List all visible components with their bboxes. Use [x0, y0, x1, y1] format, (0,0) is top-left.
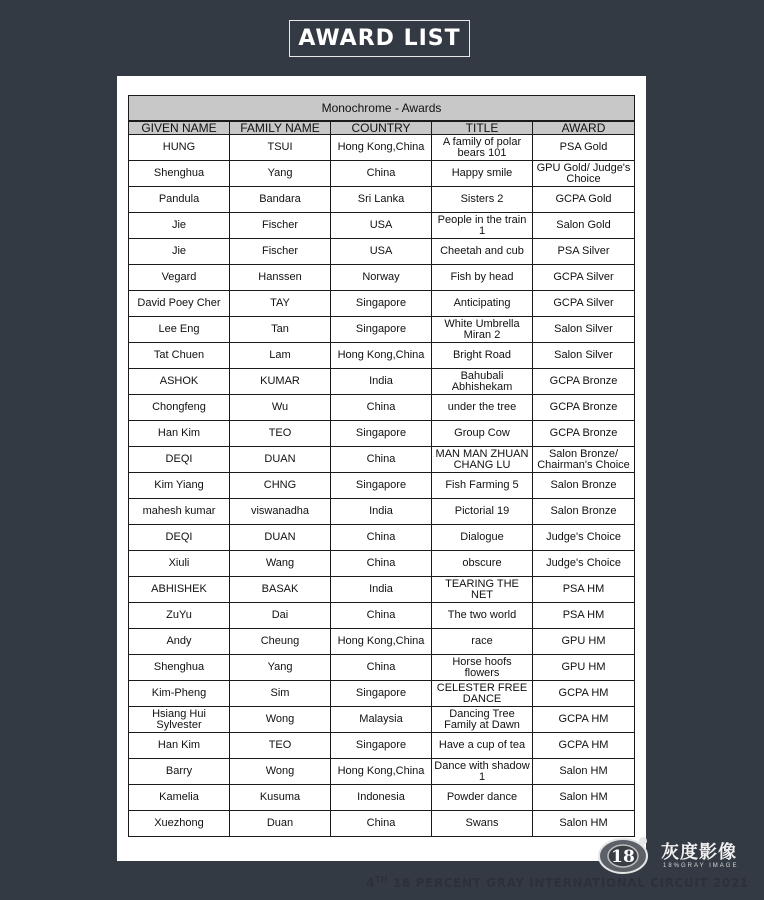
cell-award: Salon HM — [533, 811, 635, 837]
cell-title: Bright Road — [432, 343, 533, 369]
cell-award: Salon Bronze/ Chairman's Choice — [533, 447, 635, 473]
cell-country: Indonesia — [331, 785, 432, 811]
cell-family-name: Kusuma — [230, 785, 331, 811]
table-row — [129, 291, 635, 317]
cell-title: CELESTER FREE DANCE — [432, 681, 533, 707]
cell-title: MAN MAN ZHUAN CHANG LU — [432, 447, 533, 473]
cell-country: India — [331, 499, 432, 525]
cell-title: Swans — [432, 811, 533, 837]
cell-given-name: Lee Eng — [129, 317, 230, 343]
cell-given-name: Xuezhong — [129, 811, 230, 837]
award-table — [128, 95, 635, 837]
table-row — [129, 681, 635, 707]
cell-family-name: CHNG — [230, 473, 331, 499]
footer-number: 4 — [366, 876, 375, 890]
column-header-award: AWARD — [533, 121, 635, 135]
cell-award: GPU Gold/ Judge's Choice — [533, 161, 635, 187]
column-header-country: COUNTRY — [331, 121, 432, 135]
cell-country: Norway — [331, 265, 432, 291]
cell-country: China — [331, 811, 432, 837]
cell-award: GPU HM — [533, 629, 635, 655]
table-row — [129, 447, 635, 473]
cell-country: Singapore — [331, 681, 432, 707]
cell-title: The two world — [432, 603, 533, 629]
table-row — [129, 499, 635, 525]
cell-award: GCPA HM — [533, 733, 635, 759]
award-sheet — [117, 76, 646, 861]
cell-award: PSA Gold — [533, 135, 635, 161]
table-row — [129, 811, 635, 837]
cell-given-name: DEQI — [129, 525, 230, 551]
cell-award: GCPA HM — [533, 707, 635, 733]
cell-family-name: Wong — [230, 759, 331, 785]
table-row — [129, 707, 635, 733]
column-header-given-name: GIVEN NAME — [129, 121, 230, 135]
table-row — [129, 785, 635, 811]
table-row — [129, 213, 635, 239]
cell-family-name: Wu — [230, 395, 331, 421]
cell-family-name: Yang — [230, 655, 331, 681]
cell-family-name: TAY — [230, 291, 331, 317]
cell-family-name: Dai — [230, 603, 331, 629]
cell-given-name: Pandula — [129, 187, 230, 213]
cell-given-name: Andy — [129, 629, 230, 655]
circuit-footer — [366, 875, 749, 890]
camera-lens-logo-icon — [597, 832, 655, 876]
footer-superscript: TH — [374, 875, 389, 884]
table-caption: Monochrome - Awards — [129, 96, 635, 122]
logo-mark-text: 18 — [611, 847, 635, 867]
table-row — [129, 369, 635, 395]
cell-country: Singapore — [331, 733, 432, 759]
cell-family-name: Fischer — [230, 239, 331, 265]
cell-given-name: Han Kim — [129, 733, 230, 759]
cell-country: Sri Lanka — [331, 187, 432, 213]
cell-family-name: Yang — [230, 161, 331, 187]
cell-title: obscure — [432, 551, 533, 577]
cell-country: USA — [331, 239, 432, 265]
table-row — [129, 629, 635, 655]
table-row — [129, 343, 635, 369]
cell-given-name: Kamelia — [129, 785, 230, 811]
cell-family-name: Wong — [230, 707, 331, 733]
cell-title: Bahubali Abhishekam — [432, 369, 533, 395]
cell-title: Group Cow — [432, 421, 533, 447]
cell-country: USA — [331, 213, 432, 239]
cell-award: Salon Silver — [533, 317, 635, 343]
cell-award: Salon Silver — [533, 343, 635, 369]
cell-award: GCPA Bronze — [533, 369, 635, 395]
cell-given-name: David Poey Cher — [129, 291, 230, 317]
cell-title: Horse hoofs flowers — [432, 655, 533, 681]
cell-title: under the tree — [432, 395, 533, 421]
table-row — [129, 551, 635, 577]
cell-family-name: Sim — [230, 681, 331, 707]
cell-country: Hong Kong,China — [331, 343, 432, 369]
cell-title: Pictorial 19 — [432, 499, 533, 525]
cell-given-name: Chongfeng — [129, 395, 230, 421]
table-row — [129, 473, 635, 499]
cell-award: GCPA Bronze — [533, 395, 635, 421]
cell-country: China — [331, 395, 432, 421]
table-header-row — [129, 121, 635, 135]
cell-country: China — [331, 161, 432, 187]
cell-country: Singapore — [331, 421, 432, 447]
cell-given-name: ABHISHEK — [129, 577, 230, 603]
cell-family-name: DUAN — [230, 525, 331, 551]
logo-english-name: 18%GRAY IMAGE — [663, 863, 739, 869]
cell-award: Judge's Choice — [533, 551, 635, 577]
cell-title: Dancing Tree Family at Dawn — [432, 707, 533, 733]
brand-logo — [597, 832, 747, 876]
cell-country: China — [331, 603, 432, 629]
cell-given-name: Kim Yiang — [129, 473, 230, 499]
table-row — [129, 655, 635, 681]
footer-rest: 18 PERCENT GRAY INTERNATIONAL CIRCUIT 2021 — [388, 876, 749, 890]
cell-award: PSA Silver — [533, 239, 635, 265]
cell-country: Malaysia — [331, 707, 432, 733]
cell-title: TEARING THE NET — [432, 577, 533, 603]
table-row — [129, 317, 635, 343]
cell-family-name: Tan — [230, 317, 331, 343]
cell-family-name: viswanadha — [230, 499, 331, 525]
table-row — [129, 135, 635, 161]
cell-country: Singapore — [331, 473, 432, 499]
cell-title: Anticipating — [432, 291, 533, 317]
table-row — [129, 759, 635, 785]
cell-family-name: Lam — [230, 343, 331, 369]
cell-title: Dance with shadow 1 — [432, 759, 533, 785]
cell-title: White Umbrella Miran 2 — [432, 317, 533, 343]
cell-family-name: DUAN — [230, 447, 331, 473]
cell-country: China — [331, 655, 432, 681]
cell-family-name: KUMAR — [230, 369, 331, 395]
cell-family-name: BASAK — [230, 577, 331, 603]
cell-award: GCPA Silver — [533, 265, 635, 291]
column-header-family-name: FAMILY NAME — [230, 121, 331, 135]
table-row — [129, 395, 635, 421]
cell-award: Salon HM — [533, 759, 635, 785]
cell-given-name: Jie — [129, 213, 230, 239]
cell-country: Hong Kong,China — [331, 759, 432, 785]
cell-country: China — [331, 525, 432, 551]
page-title: AWARD LIST — [289, 20, 470, 57]
cell-title: race — [432, 629, 533, 655]
cell-country: India — [331, 369, 432, 395]
cell-award: GPU HM — [533, 655, 635, 681]
cell-family-name: TEO — [230, 733, 331, 759]
cell-award: Salon HM — [533, 785, 635, 811]
cell-award: PSA HM — [533, 577, 635, 603]
cell-award: Salon Gold — [533, 213, 635, 239]
cell-award: GCPA Gold — [533, 187, 635, 213]
cell-award: Salon Bronze — [533, 473, 635, 499]
cell-given-name: Kim-Pheng — [129, 681, 230, 707]
cell-family-name: Fischer — [230, 213, 331, 239]
cell-family-name: Cheung — [230, 629, 331, 655]
cell-given-name: mahesh kumar — [129, 499, 230, 525]
cell-award: Salon Bronze — [533, 499, 635, 525]
cell-award: GCPA Bronze — [533, 421, 635, 447]
table-row — [129, 265, 635, 291]
cell-title: Fish Farming 5 — [432, 473, 533, 499]
cell-given-name: Jie — [129, 239, 230, 265]
cell-family-name: Wang — [230, 551, 331, 577]
cell-family-name: Duan — [230, 811, 331, 837]
cell-award: PSA HM — [533, 603, 635, 629]
table-row — [129, 525, 635, 551]
cell-given-name: Shenghua — [129, 655, 230, 681]
cell-given-name: Xiuli — [129, 551, 230, 577]
cell-given-name: Han Kim — [129, 421, 230, 447]
cell-given-name: Shenghua — [129, 161, 230, 187]
table-row — [129, 733, 635, 759]
cell-given-name: DEQI — [129, 447, 230, 473]
cell-given-name: Tat Chuen — [129, 343, 230, 369]
cell-title: Cheetah and cub — [432, 239, 533, 265]
cell-country: Singapore — [331, 317, 432, 343]
cell-title: Dialogue — [432, 525, 533, 551]
cell-title: Sisters 2 — [432, 187, 533, 213]
cell-given-name: ASHOK — [129, 369, 230, 395]
column-header-title: TITLE — [432, 121, 533, 135]
cell-family-name: TSUI — [230, 135, 331, 161]
cell-title: Powder dance — [432, 785, 533, 811]
cell-family-name: Bandara — [230, 187, 331, 213]
cell-title: Fish by head — [432, 265, 533, 291]
table-row — [129, 187, 635, 213]
cell-country: India — [331, 577, 432, 603]
cell-given-name: HUNG — [129, 135, 230, 161]
cell-given-name: Hsiang Hui Sylvester — [129, 707, 230, 733]
cell-given-name: Vegard — [129, 265, 230, 291]
table-row — [129, 421, 635, 447]
cell-family-name: Hanssen — [230, 265, 331, 291]
table-row — [129, 603, 635, 629]
table-row — [129, 161, 635, 187]
cell-title: People in the train 1 — [432, 213, 533, 239]
logo-chinese-name: 灰度影像 — [661, 842, 737, 862]
cell-title: A family of polar bears 101 — [432, 135, 533, 161]
table-body — [129, 135, 635, 837]
cell-given-name: ZuYu — [129, 603, 230, 629]
cell-country: Hong Kong,China — [331, 629, 432, 655]
cell-award: GCPA Silver — [533, 291, 635, 317]
cell-country: China — [331, 447, 432, 473]
cell-title: Have a cup of tea — [432, 733, 533, 759]
cell-country: Hong Kong,China — [331, 135, 432, 161]
cell-family-name: TEO — [230, 421, 331, 447]
cell-award: Judge's Choice — [533, 525, 635, 551]
table-row — [129, 239, 635, 265]
cell-given-name: Barry — [129, 759, 230, 785]
cell-award: GCPA HM — [533, 681, 635, 707]
cell-title: Happy smile — [432, 161, 533, 187]
table-row — [129, 577, 635, 603]
cell-country: Singapore — [331, 291, 432, 317]
cell-country: China — [331, 551, 432, 577]
